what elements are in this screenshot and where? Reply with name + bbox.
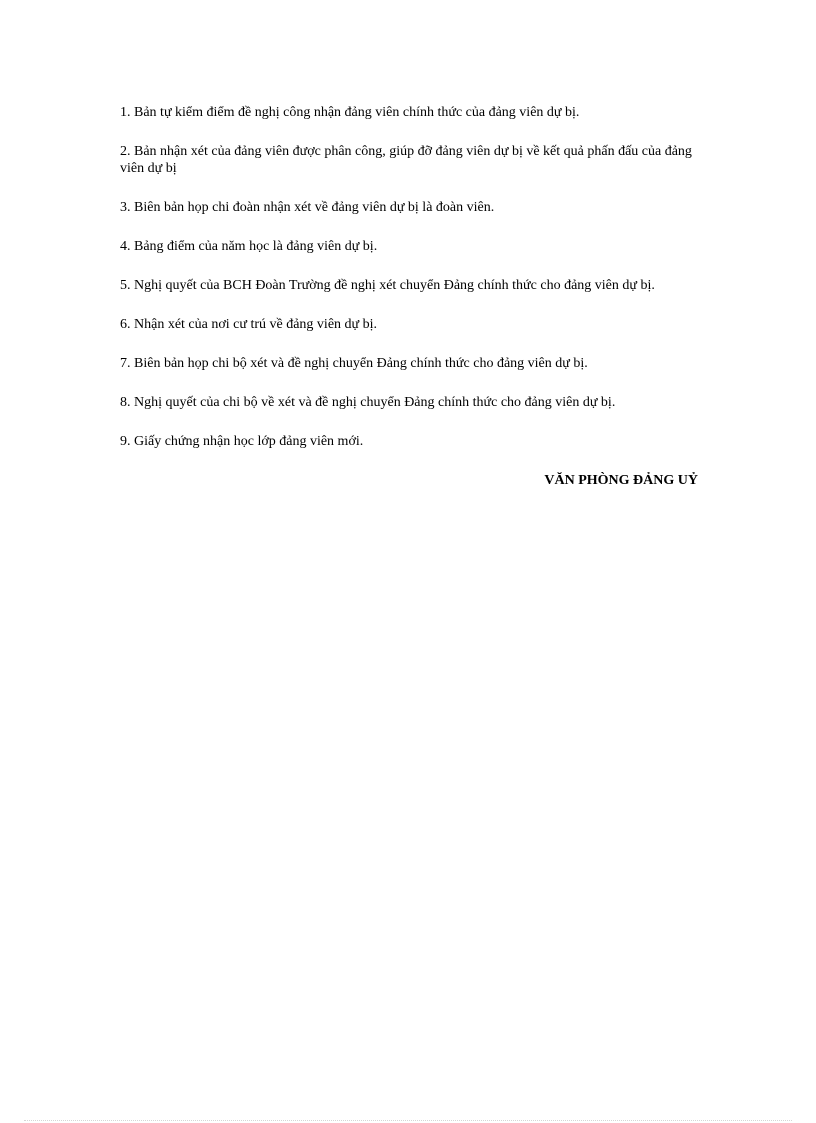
list-item: 1. Bản tự kiểm điểm đề nghị công nhận đảng viên chính thức của đảng viên dự bị.	[120, 105, 580, 120]
document-body	[120, 104, 700, 489]
list-item: 6. Nhận xét của nơi cư trú về đảng viên dự bị.	[120, 317, 378, 332]
page-bottom-divider	[24, 1120, 792, 1121]
requirements-list	[120, 104, 700, 450]
list-item: 5. Nghị quyết của BCH Đoàn Trường đề nghị xét chuyển Đảng chính thức cho đảng viên dự bị.	[120, 278, 655, 293]
list-item: 3. Biên bản họp chi đoàn nhận xét về đảng viên dự bị là đoàn viên.	[120, 200, 495, 215]
list-item: 7. Biên bản họp chi bộ xét và đề nghị chuyển Đảng chính thức cho đảng viên dự bị.	[120, 356, 588, 371]
signature-office: VĂN PHÒNG ĐẢNG UỶ	[544, 473, 698, 488]
list-item: 9. Giấy chứng nhận học lớp đảng viên mới.	[120, 434, 364, 449]
list-item: 2. Bản nhận xét của đảng viên được phân công, giúp đỡ đảng viên dự bị về kết quả phấn đấu của đảng viên dự bị	[120, 144, 692, 176]
list-item: 4. Bảng điểm của năm học là đảng viên dự bị.	[120, 239, 378, 254]
list-item: 8. Nghị quyết của chi bộ về xét và đề nghị chuyển Đảng chính thức cho đảng viên dự bị.	[120, 395, 616, 410]
